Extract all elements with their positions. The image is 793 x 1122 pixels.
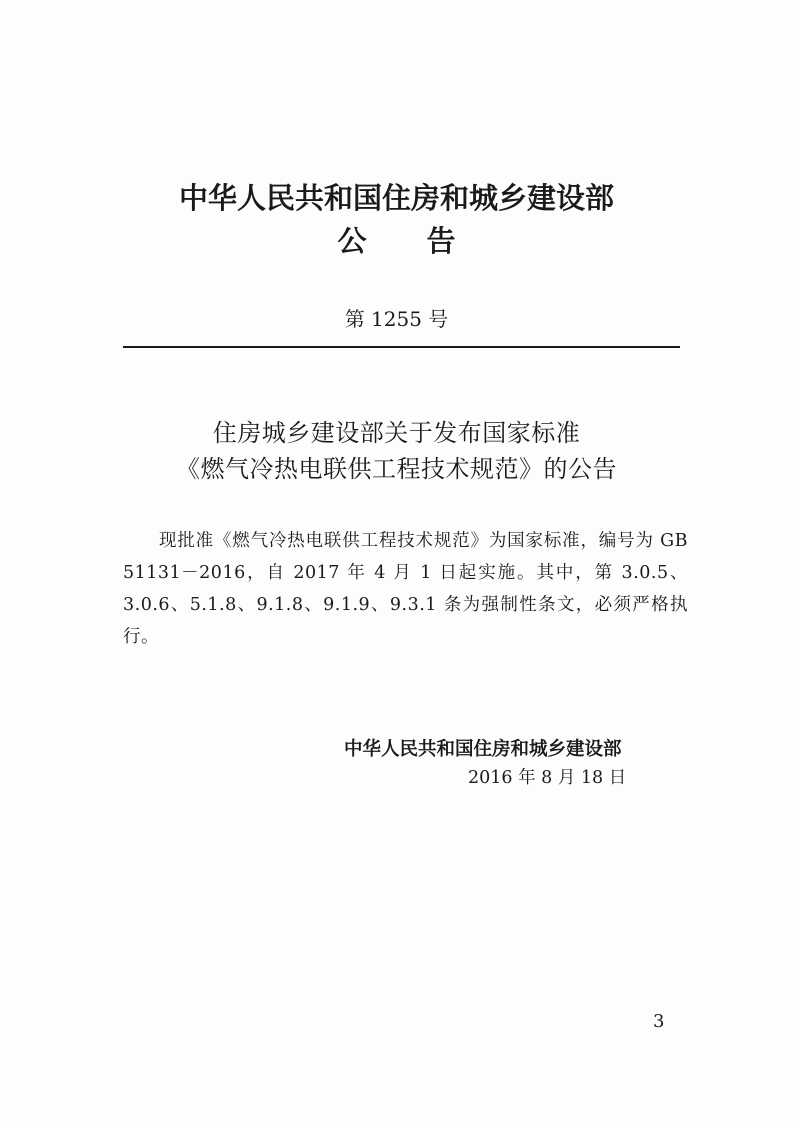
document-type-heading: 公告: [337, 224, 516, 258]
announcement-title-line-2: 《燃气冷热电联供工程技术规范》的公告: [176, 455, 617, 483]
announcement-title-line-1: 住房城乡建设部关于发布国家标准: [212, 419, 581, 447]
signature-organization: 中华人民共和国住房和城乡建设部: [344, 739, 622, 760]
signature-date: 2016 年 8 月 18 日: [468, 768, 627, 788]
announcement-body: 现批准《燃气冷热电联供工程技术规范》为国家标准，编号为 GB 51131－2016，自 2017 年 4 月 1 日起实施。其中，第 3.0.5、3.0.6、5.1.8、9.1.8、9.1.9、9.3.1 条为强制性条文，必须严格执行。: [123, 531, 688, 647]
issuer-heading: 中华人民共和国住房和城乡建设部: [178, 181, 614, 215]
document-number: 第 1255 号: [344, 307, 449, 331]
header-divider: [123, 346, 680, 348]
page-number: 3: [653, 1011, 665, 1032]
